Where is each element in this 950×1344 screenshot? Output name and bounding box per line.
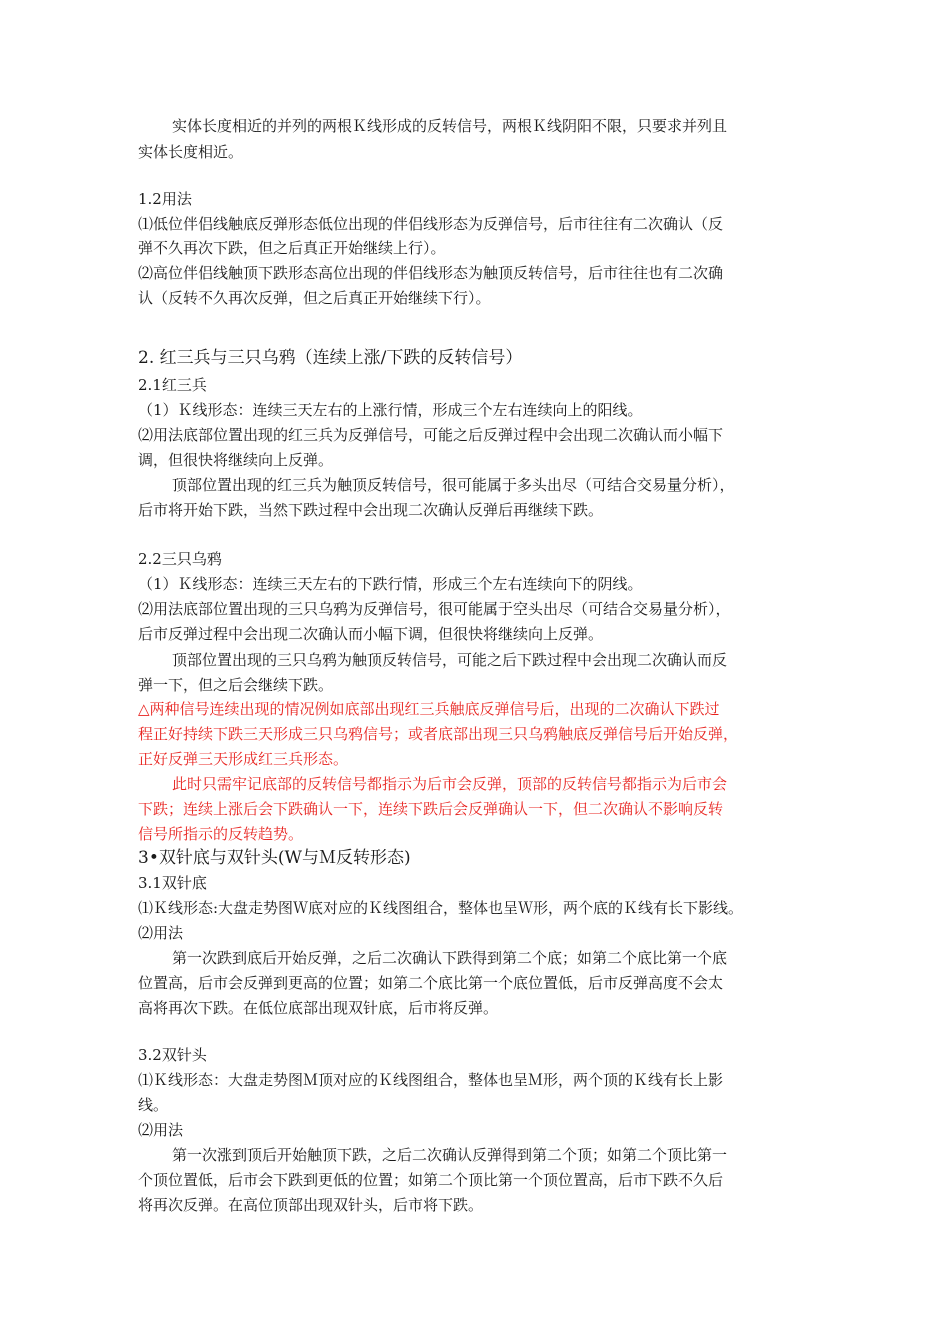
paragraph-line: 后市将开始下跌，当然下跌过程中会出现二次确认反弹后再继续下跌。 — [138, 501, 604, 519]
section-heading: 3.1双针底 — [138, 874, 207, 892]
paragraph-line: 顶部位置出现的三只乌鸦为触顶反转信号，可能之后下跌过程中会出现二次确认而反 — [172, 651, 728, 669]
paragraph-line: 位置高，后市会反弹到更高的位置；如第二个底比第一个底位置低，后市反弹高度不会太 — [138, 974, 724, 992]
paragraph-line: ⑴低位伴侣线触底反弹形态低位出现的伴侣线形态为反弹信号，后市往往有二次确认（反 — [138, 215, 724, 233]
paragraph-line: 实体长度相近的并列的两根Ｋ线形成的反转信号，两根Ｋ线阴阳不限，只要求并列且 — [172, 117, 728, 135]
section-heading: 2.1红三兵 — [138, 376, 207, 394]
paragraph-line: 线。 — [138, 1096, 169, 1114]
highlight-line: 信号所指示的反转趋势。 — [138, 825, 304, 843]
paragraph-line: 弹一下，但之后会继续下跌。 — [138, 676, 334, 694]
paragraph-line: 第一次跌到底后开始反弹，之后二次确认下跌得到第二个底；如第二个底比第一个底 — [172, 949, 728, 967]
paragraph-line: （1）Ｋ线形态：连续三天左右的上涨行情，形成三个左右连续向上的阳线。 — [138, 401, 643, 419]
paragraph-line: 实体长度相近。 — [138, 143, 244, 161]
paragraph-line: ⑴Ｋ线形态:大盘走势图Ｗ底对应的Ｋ线图组合，整体也呈Ｗ形，两个底的Ｋ线有长下影线。 — [138, 899, 744, 917]
highlight-line: 程正好持续下跌三天形成三只乌鸦信号；或者底部出现三只乌鸦触底反弹信号后开始反弹， — [138, 725, 739, 743]
chapter-heading: 3•双针底与双针头(W与Ｍ反转形态) — [138, 848, 411, 868]
paragraph-line: （1）Ｋ线形态：连续三天左右的下跌行情，形成三个左右连续向下的阴线。 — [138, 575, 643, 593]
paragraph-line: 将再次反弹。在高位顶部出现双针头，后市将下跌。 — [138, 1196, 484, 1214]
chapter-heading: 2. 红三兵与三只乌鸦（连续上涨/下跌的反转信号） — [138, 348, 523, 368]
paragraph-line: 弹不久再次下跌，但之后真正开始继续上行）。 — [138, 239, 446, 257]
paragraph-line: 第一次涨到顶后开始触顶下跌，之后二次确认反弹得到第二个顶；如第二个顶比第一 — [172, 1146, 728, 1164]
highlight-line: △两种信号连续出现的情况例如底部出现红三兵触底反弹信号后，出现的二次确认下跌过 — [138, 700, 720, 718]
paragraph-line: 后市反弹过程中会出现二次确认而小幅下调，但很快将继续向上反弹。 — [138, 625, 604, 643]
highlight-line: 下跌；连续上涨后会下跌确认一下，连续下跌后会反弹确认一下，但二次确认不影响反转 — [138, 800, 724, 818]
paragraph-line: ⑵高位伴侣线触顶下跌形态高位出现的伴侣线形态为触顶反转信号，后市往往也有二次确 — [138, 264, 724, 282]
paragraph-line: ⑵用法 — [138, 924, 184, 942]
paragraph-line: ⑵用法底部位置出现的红三兵为反弹信号，可能之后反弹过程中会出现二次确认而小幅下 — [138, 426, 724, 444]
paragraph-line: 顶部位置出现的红三兵为触顶反转信号，很可能属于多头出尽（可结合交易量分析）， — [172, 476, 735, 494]
highlight-line: 正好反弹三天形成红三兵形态。 — [138, 750, 349, 768]
highlight-line: 此时只需牢记底部的反转信号都指示为后市会反弹，顶部的反转信号都指示为后市会 — [172, 775, 728, 793]
paragraph-line: ⑴Ｋ线形态：大盘走势图Ｍ顶对应的Ｋ线图组合，整体也呈Ｍ形，两个顶的Ｋ线有长上影 — [138, 1071, 724, 1089]
paragraph-line: 认（反转不久再次反弹，但之后真正开始继续下行）。 — [138, 289, 491, 307]
paragraph-line: ⑵用法底部位置出现的三只乌鸦为反弹信号，很可能属于空头出尽（可结合交易量分析）， — [138, 600, 731, 618]
section-heading: 1.2用法 — [138, 190, 192, 208]
paragraph-line: 个顶位置低，后市会下跌到更低的位置；如第二个顶比第一个顶位置高，后市下跌不久后 — [138, 1171, 724, 1189]
section-heading: 2.2三只乌鸦 — [138, 550, 222, 568]
paragraph-line: 高将再次下跌。在低位底部出现双针底，后市将反弹。 — [138, 999, 499, 1017]
section-heading: 3.2双针头 — [138, 1046, 207, 1064]
paragraph-line: 调，但很快将继续向上反弹。 — [138, 451, 334, 469]
paragraph-line: ⑵用法 — [138, 1121, 184, 1139]
